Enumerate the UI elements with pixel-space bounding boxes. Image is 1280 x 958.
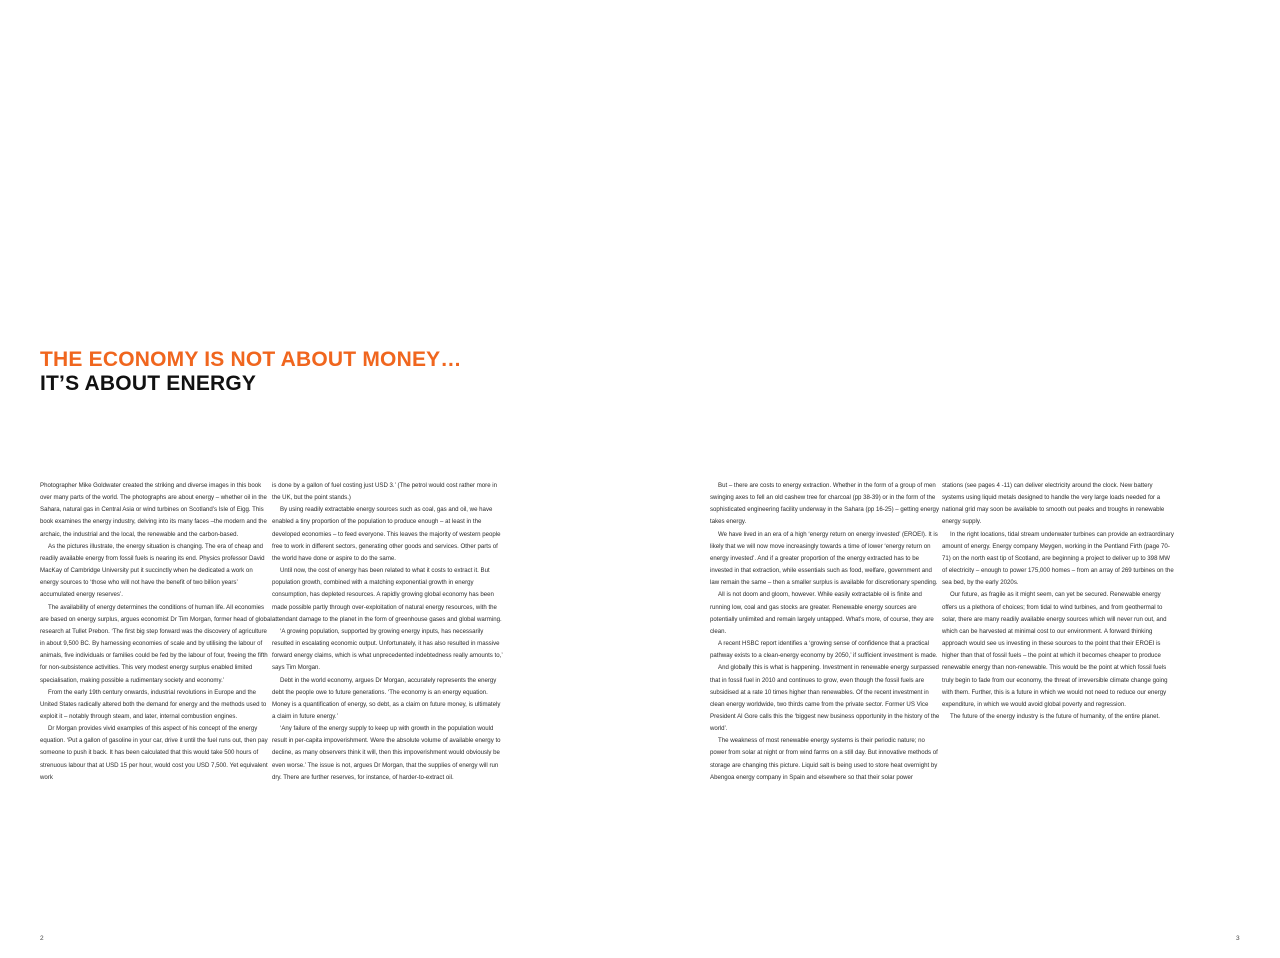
paragraph: Until now, the cost of energy has been related to what it costs to extract it. But population growth, combined with a matching exponential growth in energy consumption, has depleted resources. A rapidly growing global economy has been made possible partly through over-exploitation of natural energy resources, with the attendant damage to the planet in the form of greenhouse gases and global warming. <box>272 567 502 623</box>
paragraph: In the right locations, tidal stream underwater turbines can provide an extraordinary amount of energy. Energy company Meygen, working in the Pentland Firth (page 70-71) on the north east tip of Scotland, are beginning a project to deliver up to 398 MW of electricity – enough to power 175,000 homes – from an array of 269 turbines on the sea bed, by the early 2020s. <box>942 530 1174 587</box>
paragraph: From the early 19th century onwards, industrial revolutions in Europe and the United States radically altered both the demand for energy and the methods used to exploit it – notably through steam, and later, internal combustion engines. <box>40 688 267 720</box>
paragraph: The future of the energy industry is the future of humanity, of the entire planet. <box>950 712 1160 720</box>
paragraph: We have lived in an era of a high ‘energy return on energy invested’ (EROEI). It is likely that we will now move increasingly towards a time of lower ‘energy return on energy invested’. And if a greater proportion of the energy extracted has to be invested in that extraction, while essentials such as food, welfare, government and law remain the same – then a smaller surplus is available for discretionary spending. <box>710 530 938 587</box>
text-column-3 <box>710 480 942 784</box>
paragraph: Dr Morgan provides vivid examples of this aspect of his concept of the energy equation. ‘Put a gallon of gasoline in your car, drive it until the fuel runs out, then pay someone to push it back. It has been calculated that this would take 500 hours of strenuous labour that at USD 15 per hour, would cost you USD 7,500. Yet equivalent work <box>40 725 268 781</box>
text-column-2 <box>272 480 504 784</box>
article-title <box>40 348 640 396</box>
paragraph: is done by a gallon of fuel costing just USD 3.’ (The petrol would cost rather more in the UK, but the point stands.) <box>272 482 498 502</box>
paragraph: But – there are costs to energy extraction. Whether in the form of a group of men swinging axes to fell an old cashew tree for charcoal (pp 38-39) or in the form of the sophisticated engineering facility underway in the Sahara (pp 16-25) – getting energy takes energy. <box>710 482 939 526</box>
paragraph: The availability of energy determines the conditions of human life. All economies are based on energy surplus, argues economist Dr Tim Morgan, former head of global research at Tullet Prebon. ‘The first big step forward was the discovery of agriculture in about 9,500 BC. By harnessing economies of scale and by utilising the labour of animals, five individuals or families could be fed by the labour of four, freeing the fifth for non-subsistence activities. This very modest energy surplus enabled limited specialisation, making possible a rudimentary society and economy.’ <box>40 603 272 684</box>
paragraph: And globally this is what is happening. Investment in renewable energy surpassed that in fossil fuel in 2010 and continues to grow, even though the fossil fuels are subsidised at a rate 10 times higher than renewables. Of the recent investment in clean energy worldwide, two thirds came from the private sector. Former US Vice President Al Gore calls this the ‘biggest new business opportunity in the history of the world’. <box>710 664 940 733</box>
paragraph: A recent HSBC report identifies a ‘growing sense of confidence that a practical pathway exists to a clean-energy economy by 2050,’ if sufficient investment is made. <box>710 640 938 660</box>
paragraph: The weakness of most renewable energy systems is their periodic nature; no power from solar at night or from wind farms on a still day. But innovative methods of storage are changing this picture. Liquid salt is being used to store heat overnight by Abengoa energy company in Spain and elsewhere so that their solar power <box>710 737 938 781</box>
title-line-2: IT’S ABOUT ENERGY <box>40 372 257 395</box>
paragraph: ‘Any failure of the energy supply to keep up with growth in the population would result in per-capita impoverishment. Were the absolute volume of available energy to decline, as many observers think it will, then this impoverishment would obviously be even worse.’ The issue is not, argues Dr Morgan, that the supplies of energy will run dry. There are further reserves, for instance, of harder-to-extract oil. <box>272 725 501 781</box>
text-column-1 <box>40 480 272 784</box>
paragraph: Our future, as fragile as it might seem, can yet be secured. Renewable energy offers us a plethora of choices; from tidal to wind turbines, and from geothermal to solar, there are many readily available energy sources which will never run out, and which can be harvested at minimal cost to our environment. A forward thinking approach would see us investing in these sources to the point that their EROEI is higher than that of fossil fuels – the point at which it becomes cheaper to produce renewable energy than non-renewable. This would be the point at which fossil fuels truly begin to fade from our economy, the threat of irreversible climate change going with them. Further, this is a future in which we would not need to reduce our energy expenditure, in which we would avoid global poverty and regression. <box>942 591 1168 708</box>
title-line-1: THE ECONOMY IS NOT ABOUT MONEY… <box>40 348 462 371</box>
paragraph: stations (see pages 4 -11) can deliver electricity around the clock. New battery systems using liquid metals designed to handle the very large loads needed for a national grid may soon be available to smooth out peaks and troughs in renewable energy supply. <box>942 482 1165 526</box>
paragraph: Debt in the world economy, argues Dr Morgan, accurately represents the energy debt the people owe to future generations. ‘The economy is an energy equation. Money is a quantification of energy, so debt, as a claim on future money, is ultimately a claim in future energy.’ <box>272 676 501 720</box>
paragraph: By using readily extractable energy sources such as coal, gas and oil, we have enabled a tiny proportion of the population to produce enough – at least in the developed economies – to feed everyone. This leaves the majority of western people free to work in different sectors, generating other goods and services. Other parts of the world have done or aspire to do the same. <box>272 506 501 562</box>
paragraph: As the pictures illustrate, the energy situation is changing. The era of cheap and readily available energy from fossil fuels is nearing its end. Physics professor David MacKay of Cambridge University put it succinctly when he dedicated a work on energy sources to ‘those who will not have the benefit of two billion years’ accumulated energy reserves’. <box>40 542 265 599</box>
page-number-left: 2 <box>40 935 44 942</box>
paragraph: Photographer Mike Goldwater created the striking and diverse images in this book over many parts of the world. The photographs are about energy – whether oil in the Sahara, natural gas in Central Asia or wind turbines on Scotland’s Isle of Eigg. This book examines the energy industry, delving into its many faces –the modern and the archaic, the industrial and the local, the renewable and the carbon-based. <box>40 482 267 538</box>
paragraph: All is not doom and gloom, however. While easily extractable oil is finite and running low, coal and gas stocks are greater. Renewable energy sources are potentially unlimited and remain largely untapped. What’s more, of course, they are clean. <box>710 591 934 635</box>
text-column-4 <box>942 480 1174 723</box>
paragraph: ‘A growing population, supported by growing energy inputs, has necessarily resulted in escalating economic output. Unfortunately, it has also resulted in massive forward energy claims, which is what unprecedented indebtedness really amounts to,’ says Tim Morgan. <box>272 627 503 672</box>
page-number-right: 3 <box>1236 935 1240 942</box>
